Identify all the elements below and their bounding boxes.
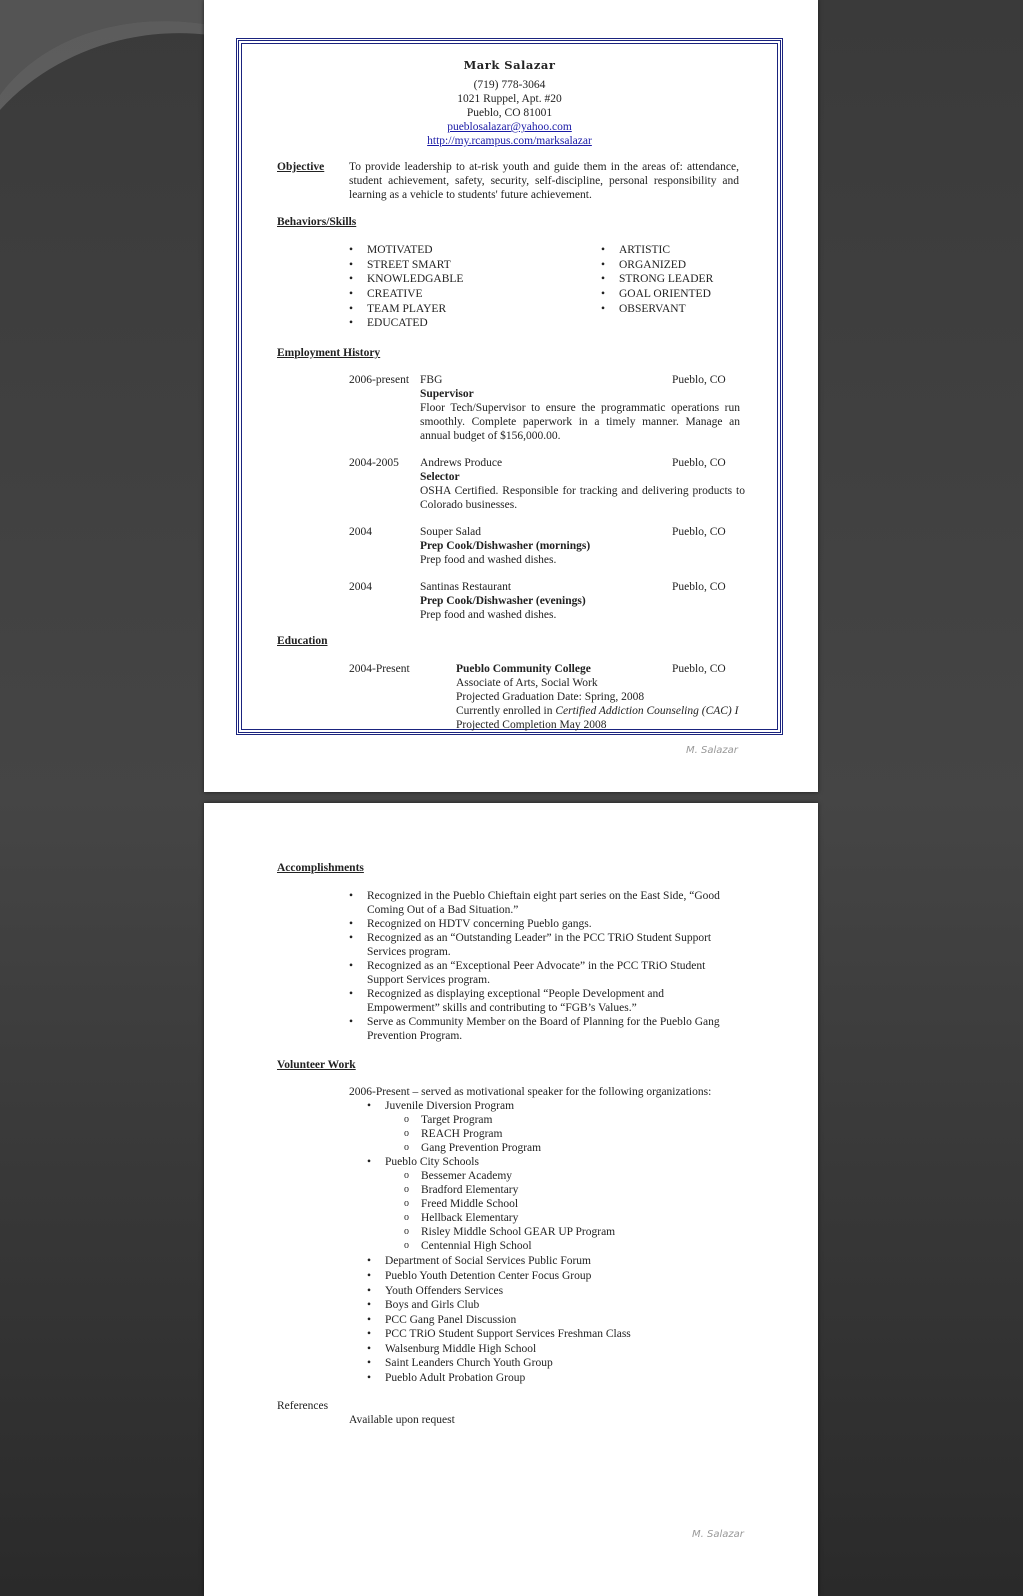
school-location: Pueblo, CO [672,663,726,675]
volunteer-subitem: o Target Program [421,1113,492,1127]
volunteer-intro: 2006-Present – served as motivational speaker for the following organizations: [349,1086,712,1098]
objective-heading: Objective [277,161,325,173]
job-location: Pueblo, CO [672,581,726,593]
job-location: Pueblo, CO [672,457,726,469]
volunteer-heading: Volunteer Work [277,1059,356,1071]
references-heading: References [277,1400,329,1412]
volunteer-subitem: o Bessemer Academy [421,1169,512,1183]
volunteer-item: • Youth Offenders Services [385,1284,503,1298]
email-link[interactable]: pueblosalazar@yahoo.com [447,121,572,133]
volunteer-item: • Juvenile Diversion Program [385,1099,514,1113]
skill-item: • OBSERVANT [619,302,686,316]
skill-item: • STREET SMART [367,258,451,272]
volunteer-item: • Walsenburg Middle High School [385,1342,536,1356]
volunteer-item: • PCC Gang Panel Discussion [385,1313,516,1327]
volunteer-subitem: o Gang Prevention Program [421,1141,541,1155]
education-heading: Education [277,635,328,647]
employment-heading: Employment History [277,347,381,359]
objective-text: To provide leadership to at-risk youth and guide them in the areas of: attendance, student achievement, safety, security, self-discipline, personal responsibility and learning as a vehicle to students' future achievement. [349,161,739,201]
skill-item: • CREATIVE [367,287,423,301]
job-employer: FBG [420,374,443,386]
volunteer-item: • Pueblo Youth Detention Center Focus Group [385,1269,591,1283]
address-line-1: 1021 Ruppel, Apt. #20 [457,93,562,105]
skill-item: • EDUCATED [367,316,428,330]
resume-page-2 [204,803,818,1596]
degree: Associate of Arts, Social Work [456,677,598,689]
accomplishment-item: • Recognized as an “Outstanding Leader” in the PCC TRiO Student Support Services program. [367,931,739,959]
references-text: Available upon request [349,1414,455,1426]
job-dates: 2004 [349,526,372,538]
graduation-date: Projected Graduation Date: Spring, 2008 [456,691,645,703]
volunteer-subitem: o Hellback Elementary [421,1211,518,1225]
accomplishment-item: • Recognized in the Pueblo Chieftain eight part series on the East Side, “Good Coming Out of a Bad Situation.” [367,889,739,917]
volunteer-item: • Pueblo Adult Probation Group [385,1371,525,1385]
job-title: Prep Cook/Dishwasher (evenings) [420,595,586,607]
enrolled-program: Currently enrolled in Certified Addiction Counseling (CAC) I [456,705,739,717]
accomplishment-item: • Recognized as displaying exceptional “People Development and Empowerment” skills and contributing to “FGB’s Values.” [367,987,707,1015]
page-footer-signature: M. Salazar [686,745,738,756]
volunteer-subitem: o Freed Middle School [421,1197,518,1211]
skill-item: • TEAM PLAYER [367,302,446,316]
volunteer-subitem: o Bradford Elementary [421,1183,518,1197]
volunteer-item: • Boys and Girls Club [385,1298,479,1312]
volunteer-item: • Saint Leanders Church Youth Group [385,1356,553,1370]
job-description: Prep food and washed dishes. [420,554,557,566]
education-dates: 2004-Present [349,663,410,675]
volunteer-item: • Department of Social Services Public Forum [385,1254,591,1268]
accomplishments-heading: Accomplishments [277,862,364,874]
skill-item: • ARTISTIC [619,243,670,257]
job-title: Prep Cook/Dishwasher (mornings) [420,540,591,552]
background-swoosh [0,0,210,110]
job-title: Supervisor [420,388,474,400]
accomplishment-item: • Recognized as an “Exceptional Peer Advocate” in the PCC TRiO Student Support Services program. [367,959,739,987]
job-description: Floor Tech/Supervisor to ensure the programmatic operations run smoothly. Complete paperwork in a timely manner. Manage an annual budget of $156,000.00. [420,402,740,442]
job-location: Pueblo, CO [672,526,726,538]
website-link[interactable]: http://my.rcampus.com/marksalazar [427,135,592,147]
completion-date: Projected Completion May 2008 [456,719,607,731]
applicant-name: Mark Salazar [463,58,556,72]
job-employer: Souper Salad [420,526,482,538]
volunteer-subitem: o REACH Program [421,1127,502,1141]
skill-item: • MOTIVATED [367,243,433,257]
accomplishment-item: • Recognized on HDTV concerning Pueblo gangs. [367,917,739,931]
job-description: Prep food and washed dishes. [420,609,557,621]
accomplishment-item: • Serve as Community Member on the Board of Planning for the Pueblo Gang Prevention Program. [367,1015,739,1043]
job-description: OSHA Certified. Responsible for tracking and delivering products to Colorado businesses. [420,485,745,511]
volunteer-item: • PCC TRiO Student Support Services Freshman Class [385,1327,631,1341]
skill-item: • GOAL ORIENTED [619,287,711,301]
job-employer: Santinas Restaurant [420,581,512,593]
skills-heading: Behaviors/Skills [277,216,357,228]
job-dates: 2004 [349,581,372,593]
volunteer-subitem: o Risley Middle School GEAR UP Program [421,1225,615,1239]
skill-item: • ORGANIZED [619,258,686,272]
address-line-2: Pueblo, CO 81001 [466,107,553,119]
skill-item: • KNOWLEDGABLE [367,272,463,286]
phone: (719) 778-3064 [473,79,546,91]
job-title: Selector [420,471,460,483]
job-employer: Andrews Produce [420,457,503,469]
school-name: Pueblo Community College [456,663,591,675]
job-location: Pueblo, CO [672,374,726,386]
job-dates: 2004-2005 [349,457,399,469]
skill-item: • STRONG LEADER [619,272,713,286]
volunteer-item: • Pueblo City Schools [385,1155,479,1169]
job-dates: 2006-present [349,374,410,386]
resume-page-1 [204,0,818,792]
page-footer-signature: M. Salazar [692,1529,744,1540]
volunteer-subitem: o Centennial High School [421,1239,532,1253]
